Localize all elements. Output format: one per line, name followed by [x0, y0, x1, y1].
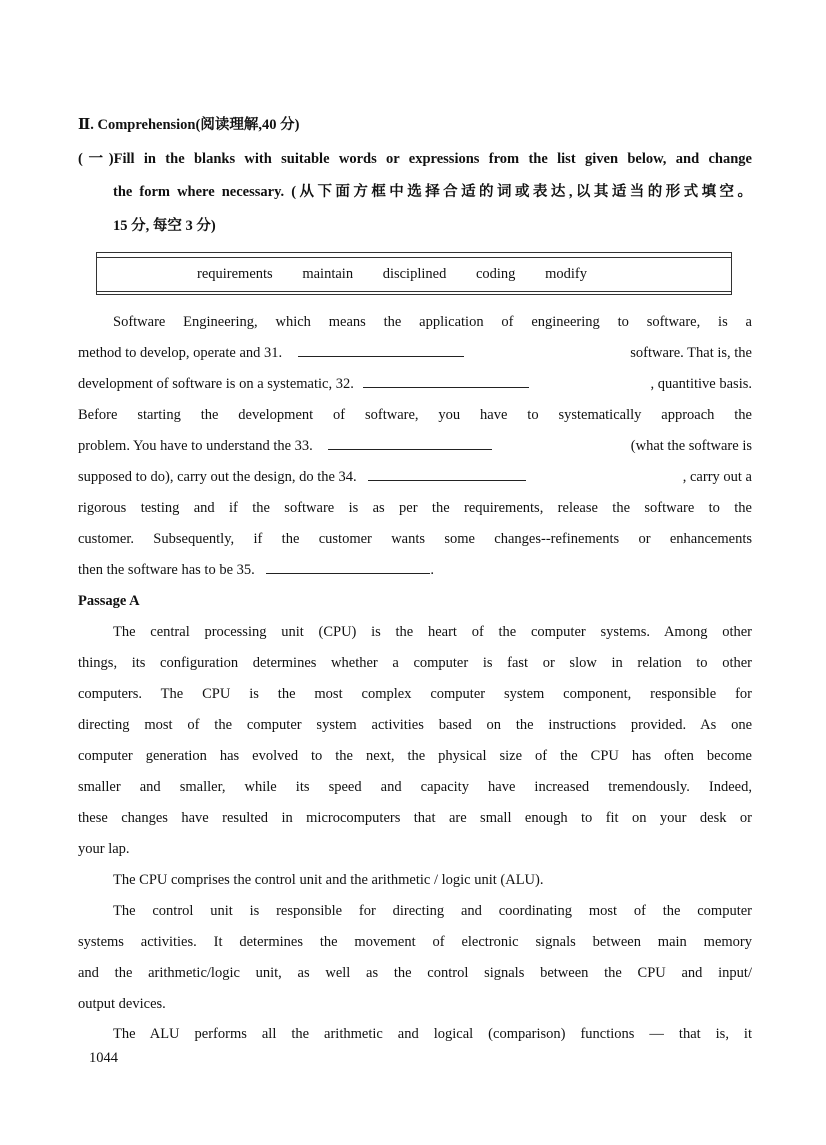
word-bank-item: coding — [475, 266, 516, 282]
blank-34[interactable] — [368, 467, 526, 481]
cloze-text: supposed to do), carry out the design, do the 34. — [78, 469, 357, 485]
passage-line: these changes have resulted in microcomputers that are small enough to fit on your desk or — [78, 810, 752, 826]
passage-line: computers. The CPU is the most complex computer system component, responsible for — [78, 686, 752, 702]
cloze-text: (what the software is — [630, 438, 752, 454]
passage-line: The central processing unit (CPU) is the heart of the computer systems. Among other — [113, 624, 752, 640]
page-number: 1044 — [89, 1050, 118, 1066]
blank-32[interactable] — [363, 374, 529, 388]
passage-line: your lap. — [78, 841, 130, 857]
cloze-line — [78, 560, 752, 580]
cloze-line: rigorous testing and if the software is as per the requirements, release the software to the — [78, 500, 752, 516]
word-bank-item: modify — [545, 266, 587, 282]
word-bank-list — [197, 264, 613, 284]
blank-31[interactable] — [298, 343, 464, 357]
passage-line: computer generation has evolved to the next, the physical size of the CPU has often become — [78, 748, 752, 764]
cloze-line — [78, 436, 752, 456]
cloze-line — [78, 467, 752, 487]
passage-line: things, its configuration determines whether a computer is fast or slow in relation to other — [78, 655, 752, 671]
cloze-text: software. That is, the — [630, 345, 752, 361]
passage-line: directing most of the computer system activities based on the instructions provided. As one — [78, 717, 752, 733]
word-bank-item: requirements — [197, 266, 273, 282]
instruction-line-1: (一)Fill in the blanks with suitable words or expressions from the list given below, and change — [78, 151, 752, 167]
passage-line: The ALU performs all the arithmetic and logical (comparison) functions — that is, it — [113, 1026, 752, 1042]
word-bank-item: maintain — [302, 266, 354, 282]
cloze-text: , quantitive basis. — [650, 376, 752, 392]
cloze-text: problem. You have to understand the 33. — [78, 438, 313, 454]
cloze-text: . — [430, 562, 435, 578]
section-heading: Ⅱ. Comprehension(阅读理解,40 分) — [78, 117, 300, 133]
word-bank-item: disciplined — [382, 266, 447, 282]
passage-line: and the arithmetic/logic unit, as well as the control signals between the CPU and input/ — [78, 965, 752, 981]
cloze-line — [78, 374, 752, 394]
instruction-line-2: the form where necessary. (从下面方框中选择合适的词或表达,以其适当的形式填空。 — [113, 184, 752, 200]
passage-line: The CPU comprises the control unit and the arithmetic / logic unit (ALU). — [113, 872, 544, 888]
instruction-line-3: 15 分, 每空 3 分) — [113, 218, 216, 234]
cloze-text: , carry out a — [682, 469, 752, 485]
blank-33[interactable] — [328, 436, 492, 450]
cloze-text: then the software has to be 35. — [78, 562, 255, 578]
passage-line: output devices. — [78, 996, 166, 1012]
cloze-line: Software Engineering, which means the application of engineering to software, is a — [113, 314, 752, 330]
word-bank-box — [96, 252, 732, 295]
passage-line: systems activities. It determines the movement of electronic signals between main memory — [78, 934, 752, 950]
passage-line: smaller and smaller, while its speed and capacity have increased tremendously. Indeed, — [78, 779, 752, 795]
cloze-line: customer. Subsequently, if the customer wants some changes--refinements or enhancements — [78, 531, 752, 547]
blank-35[interactable] — [266, 560, 430, 574]
passage-line: The control unit is responsible for directing and coordinating most of the computer — [113, 903, 752, 919]
cloze-line — [78, 343, 752, 363]
cloze-text: development of software is on a systematic, 32. — [78, 376, 354, 392]
passage-title: Passage A — [78, 593, 140, 609]
cloze-line: Before starting the development of software, you have to systematically approach the — [78, 407, 752, 423]
cloze-text: method to develop, operate and 31. — [78, 345, 283, 361]
